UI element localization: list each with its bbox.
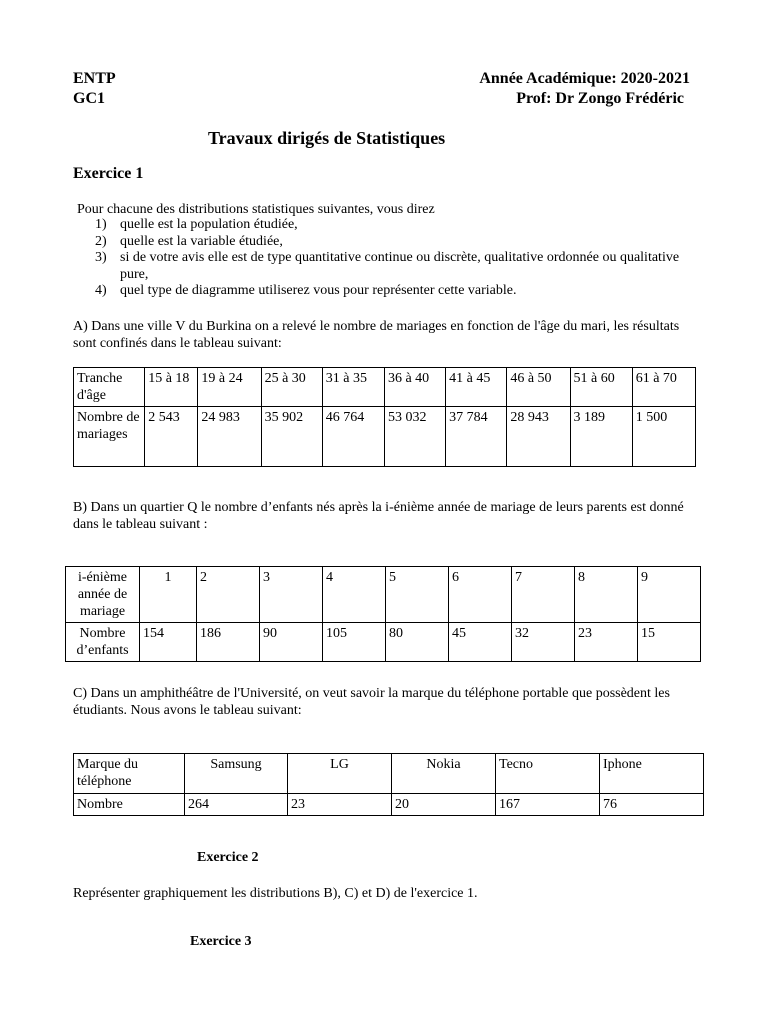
question-number: 2) [95, 233, 107, 249]
table-children-by-year [65, 566, 701, 662]
page-title: Travaux dirigés de Statistiques [208, 128, 446, 148]
cell-year: 7 [512, 567, 575, 623]
exercise-1-intro: Pour chacune des distributions statistiques suivantes, vous direz [77, 202, 435, 217]
cell-children-count: 154 [140, 623, 197, 662]
cell-year: 8 [575, 567, 638, 623]
cell-year: 2 [197, 567, 260, 623]
row-label-brand: Marque du téléphone [74, 754, 185, 794]
question-item [73, 234, 693, 251]
table-phone-brands [73, 753, 704, 816]
cell-marriage-count: 28 943 [507, 407, 570, 467]
cell-brand: Iphone [600, 754, 704, 794]
cell-year: 9 [638, 567, 701, 623]
cell-children-count: 105 [323, 623, 386, 662]
question-number: 3) [95, 250, 107, 266]
cell-brand-count: 23 [288, 794, 392, 816]
cell-brand: Tecno [496, 754, 600, 794]
cell-children-count: 23 [575, 623, 638, 662]
cell-brand: LG [288, 754, 392, 794]
cell-marriage-count: 46 764 [322, 407, 384, 467]
cell-children-count: 186 [197, 623, 260, 662]
part-b-text: B) Dans un quartier Q le nombre d’enfants nés après la i-énième année de mariage de leurs parents est donné dans le tableau suivant : [73, 500, 684, 532]
cell-brand: Nokia [392, 754, 496, 794]
cell-year: 5 [386, 567, 449, 623]
table-row [74, 407, 696, 467]
academic-year: Année Académique: 2020-2021 [479, 70, 690, 87]
row-label-age-range: Tranche d'âge [74, 368, 145, 407]
cell-children-count: 90 [260, 623, 323, 662]
cell-marriage-count: 24 983 [198, 407, 261, 467]
cell-age-range: 25 à 30 [261, 368, 322, 407]
question-number: 1) [95, 217, 107, 232]
cell-year: 4 [323, 567, 386, 623]
cell-children-count: 15 [638, 623, 701, 662]
question-item [73, 250, 693, 283]
question-list [73, 217, 693, 300]
cell-age-range: 36 à 40 [384, 368, 445, 407]
row-label-children: Nombre d’enfants [66, 623, 140, 662]
cell-brand: Samsung [185, 754, 288, 794]
cell-year: 6 [449, 567, 512, 623]
class-name: GC1 [73, 90, 105, 107]
cell-age-range: 41 à 45 [446, 368, 507, 407]
table-row [66, 623, 701, 662]
exercise-2-heading: Exercice 2 [197, 850, 259, 865]
cell-marriage-count: 35 902 [261, 407, 322, 467]
cell-brand-count: 167 [496, 794, 600, 816]
cell-age-range: 61 à 70 [632, 368, 695, 407]
cell-marriage-count: 1 500 [632, 407, 695, 467]
question-text: quel type de diagramme utiliserez vous pour représenter cette variable. [120, 283, 517, 299]
exercise-1-heading: Exercice 1 [73, 165, 144, 182]
cell-children-count: 45 [449, 623, 512, 662]
cell-brand-count: 76 [600, 794, 704, 816]
exercise-2-text: Représenter graphiquement les distributions B), C) et D) de l'exercice 1. [73, 886, 478, 901]
cell-marriage-count: 2 543 [145, 407, 198, 467]
cell-marriage-count: 3 189 [570, 407, 632, 467]
part-a-text: A) Dans une ville V du Burkina on a relevé le nombre de mariages en fonction de l'âge du mari, les résultats sont confinés dans le tableau suivant: [73, 319, 680, 351]
table-row [74, 794, 704, 816]
cell-age-range: 46 à 50 [507, 368, 570, 407]
cell-age-range: 51 à 60 [570, 368, 632, 407]
cell-children-count: 80 [386, 623, 449, 662]
table-row [74, 368, 696, 407]
question-number: 4) [95, 283, 107, 299]
table-row [66, 567, 701, 623]
professor: Prof: Dr Zongo Frédéric [516, 90, 684, 107]
row-label-count: Nombre [74, 794, 185, 816]
table-row [74, 754, 704, 794]
school-name: ENTP [73, 70, 116, 87]
cell-age-range: 19 à 24 [198, 368, 261, 407]
cell-brand-count: 20 [392, 794, 496, 816]
cell-year: 1 [140, 567, 197, 623]
cell-marriage-count: 53 032 [384, 407, 445, 467]
row-label-year: i-énième année de mariage [66, 567, 140, 623]
cell-children-count: 32 [512, 623, 575, 662]
cell-brand-count: 264 [185, 794, 288, 816]
question-item [73, 217, 693, 234]
part-c-text: C) Dans un amphithéâtre de l'Université, on veut savoir la marque du téléphone portable que possèdent les étudiants. Nous avons le tableau suivant: [73, 686, 670, 718]
table-marriages-by-age [73, 367, 696, 467]
question-text: quelle est la variable étudiée, [120, 233, 283, 249]
question-item [73, 283, 693, 300]
cell-marriage-count: 37 784 [446, 407, 507, 467]
cell-age-range: 15 à 18 [145, 368, 198, 407]
question-text: quelle est la population étudiée, [120, 217, 298, 232]
row-label-marriages: Nombre de mariages [74, 407, 145, 467]
exercise-3-heading: Exercice 3 [190, 934, 252, 949]
cell-year: 3 [260, 567, 323, 623]
question-text: si de votre avis elle est de type quantitative continue ou discrète, qualitative ordonnée ou qualitative pure, [120, 250, 680, 282]
cell-age-range: 31 à 35 [322, 368, 384, 407]
